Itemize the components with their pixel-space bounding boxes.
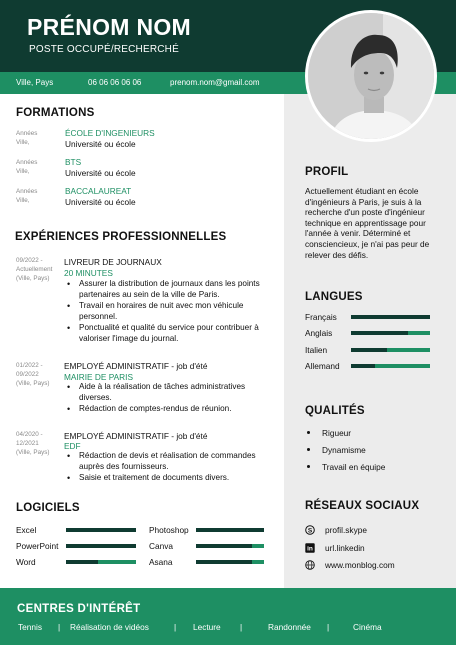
footer-interests xyxy=(0,588,456,645)
experience-role: EMPLOYÉ ADMINISTRATIF - job d'été xyxy=(64,361,208,371)
formation-year: Années xyxy=(16,188,38,195)
separator: | xyxy=(174,622,177,632)
profile-summary: Actuellement étudiant en école d'ingénieurs à Paris, je suis à la recherche d'un poste d'ingénieur technique en apprentissage pour l'année à venir. Déterminé et consciencieux, je n'ai pas peur de relever des défis. xyxy=(305,186,430,260)
formation-city: Ville, xyxy=(16,168,30,175)
software-level-bar xyxy=(196,560,264,564)
experience-bullets xyxy=(66,382,276,416)
contact-email: prenom.nom@gmail.com xyxy=(170,78,260,87)
interest-item: Lecture xyxy=(193,622,221,632)
experience-date-end: 09/2022 xyxy=(16,371,39,378)
language-level-bar xyxy=(351,315,430,319)
bullet-dot xyxy=(307,465,310,468)
experience-bullets xyxy=(66,279,276,345)
formation-year: Années xyxy=(16,130,38,137)
experience-place: (Ville, Pays) xyxy=(16,449,50,456)
experience-date-end: 12/2021 xyxy=(16,440,39,447)
social-label[interactable]: url.linkedin xyxy=(325,543,365,553)
experience-role: LIVREUR DE JOURNAUX xyxy=(64,257,162,267)
experience-company: EDF xyxy=(64,441,81,451)
language-label: Anglais xyxy=(305,328,333,338)
experience-bullet: • Travail en horaires de nuit avec mon véhicule personnel. xyxy=(66,301,276,322)
section-title-formations: FORMATIONS xyxy=(16,107,95,119)
contact-city: Ville, Pays xyxy=(16,78,54,87)
experience-company: 20 MINUTES xyxy=(64,268,113,278)
experience-date-end: Actuellement xyxy=(16,266,53,273)
section-title-logiciels: LOGICIELS xyxy=(16,502,80,514)
quality-item: Travail en équipe xyxy=(322,462,386,472)
person-name: PRÉNOM NOM xyxy=(27,14,191,40)
section-title-reseaux: RÉSEAUX SOCIAUX xyxy=(305,500,420,512)
experience-place: (Ville, Pays) xyxy=(16,380,50,387)
formation-degree: BACCALAUREAT xyxy=(65,186,132,196)
skype-icon xyxy=(305,525,315,535)
quality-item: Dynamisme xyxy=(322,445,366,455)
experience-bullet: • Ponctualité et qualité du service pour contribuer à valoriser l'image du journal. xyxy=(66,323,276,344)
experience-bullets xyxy=(66,451,276,485)
software-level-fill xyxy=(66,528,136,532)
section-title-langues: LANGUES xyxy=(305,291,363,303)
software-level-bar xyxy=(66,560,136,564)
software-level-bar xyxy=(196,528,264,532)
software-label: Canva xyxy=(149,541,173,551)
formation-city: Ville, xyxy=(16,197,30,204)
bullet-dot xyxy=(307,448,310,451)
software-level-bar xyxy=(66,544,136,548)
software-level-fill xyxy=(66,560,98,564)
formation-school: Université ou école xyxy=(65,139,136,149)
software-level-bar xyxy=(66,528,136,532)
experience-bullet: • Aide à la réalisation de tâches administratives diverses. xyxy=(66,382,276,403)
experience-place: (Ville, Pays) xyxy=(16,275,50,282)
software-label: PowerPoint xyxy=(16,541,59,551)
experience-role: EMPLOYÉ ADMINISTRATIF - job d'été xyxy=(64,431,208,441)
software-label: Excel xyxy=(16,525,37,535)
language-level-fill xyxy=(351,364,375,368)
software-level-fill xyxy=(196,528,264,532)
software-label: Photoshop xyxy=(149,525,189,535)
language-level-bar xyxy=(351,364,430,368)
section-title-profil: PROFIL xyxy=(305,166,349,178)
separator: | xyxy=(327,622,330,632)
interest-item: Tennis xyxy=(18,622,42,632)
language-label: Allemand xyxy=(305,361,340,371)
formation-year: Années xyxy=(16,159,38,166)
linkedin-icon xyxy=(305,543,315,553)
language-label: Français xyxy=(305,312,337,322)
experience-bullet: • Rédaction de comptes-rendus de réunion. xyxy=(66,404,276,415)
language-level-fill xyxy=(351,315,430,319)
language-level-bar xyxy=(351,348,430,352)
social-label[interactable]: profil.skype xyxy=(325,525,367,535)
portrait-image xyxy=(308,13,437,142)
experience-bullet: • Saisie et traitement de documents divers. xyxy=(66,473,276,484)
svg-text:in: in xyxy=(307,545,313,553)
language-level-fill xyxy=(351,348,387,352)
software-level-fill xyxy=(66,544,136,548)
interest-item: Cinéma xyxy=(353,622,382,632)
experience-date-start: 09/2022 - xyxy=(16,257,43,264)
software-label: Word xyxy=(16,557,36,567)
separator: | xyxy=(240,622,243,632)
profile-photo xyxy=(305,10,437,142)
software-level-fill xyxy=(196,544,252,548)
interest-item: Réalisation de vidéos xyxy=(70,622,149,632)
experience-bullet: • Assurer la distribution de journaux dans les points partenaires au sein de la ville de Paris. xyxy=(66,279,276,300)
language-label: Italien xyxy=(305,345,328,355)
language-level-bar xyxy=(351,331,430,335)
experience-date-start: 04/2020 - xyxy=(16,431,43,438)
software-label: Asana xyxy=(149,557,173,567)
quality-item: Rigueur xyxy=(322,428,352,438)
job-title: POSTE OCCUPÉ/RECHERCHÉ xyxy=(29,44,179,55)
formation-school: Université ou école xyxy=(65,168,136,178)
section-title-qualites: QUALITÉS xyxy=(305,405,365,417)
language-level-fill xyxy=(351,331,408,335)
formation-city: Ville, xyxy=(16,139,30,146)
contact-phone: 06 06 06 06 06 xyxy=(88,78,142,87)
bullet-dot xyxy=(307,431,310,434)
separator: | xyxy=(58,622,61,632)
software-level-bar xyxy=(196,544,264,548)
formation-degree: BTS xyxy=(65,157,82,167)
formation-degree: ÉCOLE D'INGENIEURS xyxy=(65,128,155,138)
globe-icon xyxy=(305,560,315,570)
section-title-interets: CENTRES D'INTÉRÊT xyxy=(17,603,141,615)
social-label[interactable]: www.monblog.com xyxy=(325,560,395,570)
experience-date-start: 01/2022 - xyxy=(16,362,43,369)
formation-school: Université ou école xyxy=(65,197,136,207)
section-title-experiences: EXPÉRIENCES PROFESSIONNELLES xyxy=(15,231,227,243)
software-level-fill xyxy=(196,560,252,564)
experience-bullet: • Rédaction de devis et réalisation de commandes auprès des fournisseurs. xyxy=(66,451,276,472)
interest-item: Randonnée xyxy=(268,622,311,632)
experience-company: MAIRIE DE PARIS xyxy=(64,372,134,382)
svg-text:S: S xyxy=(307,527,313,535)
